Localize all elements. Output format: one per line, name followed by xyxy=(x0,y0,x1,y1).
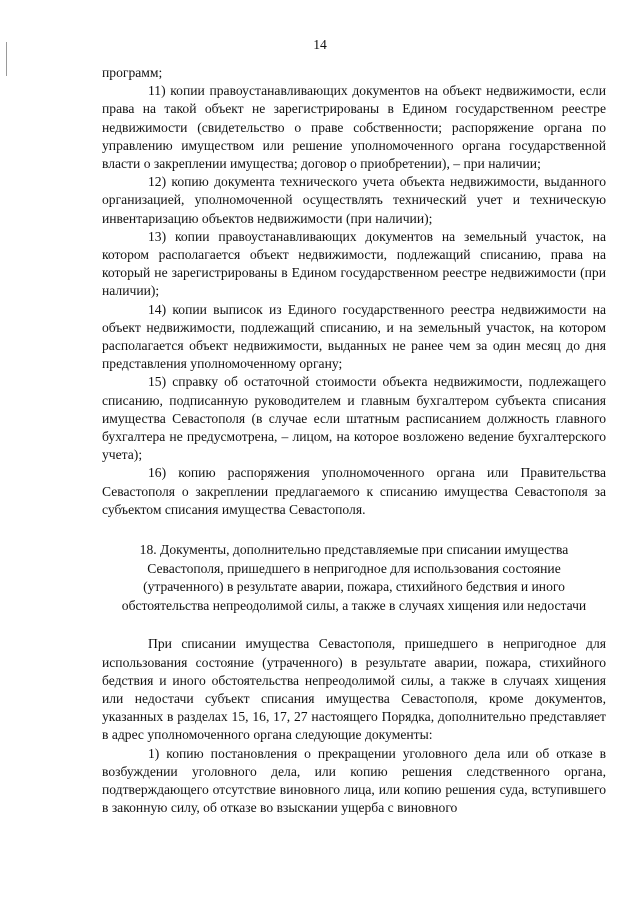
list-item-14: 14) копии выписок из Единого государственного реестра недвижимости на объект недвижимости, подлежащий списанию, и на земельный участок, на котором располагается объект недвижимости, выданных не ранее чем за один месяц до дня представления уполномоченному органу; xyxy=(102,301,606,372)
page-number: 14 xyxy=(313,37,327,52)
section-heading: 18. Документы, дополнительно представляемые при списании имущества Севастополя, пришедшего в непригодное для использования состояние (утраченного) в результате аварии, пожара, стихийного бедствия и иного обстоятельства непреодолимой силы, а также в случаях хищения или недостачи xyxy=(121,542,587,613)
list-item-16: 16) копию распоряжения уполномоченного органа или Правительства Севастополя о закреплении предлагаемого к списанию имущества Севастополя за субъектом списания имущества Севастополя. xyxy=(102,465,606,517)
list-item-11: 11) копии правоустанавливающих документов на объект недвижимости, если права на такой объект не зарегистрированы в Едином государственном реестре недвижимости (свидетельство о праве собственности; распоряжение органа по управлению имуществом или решение уполномоченного органа государственной власти о закреплении имущества; договор о приобретении), – при наличии; xyxy=(102,83,606,172)
body-paragraph: При списании имущества Севастополя, пришедшего в непригодное для использования состояние (утраченного) в результате аварии, пожара, стихийного бедствия и иного обстоятельства непреодолимой силы, а также в случаях хищения или недостачи субъект списания имущества Севастополя, кроме документов, указанных в разделах 15, 16, 17, 27 настоящего Порядка, дополнительно представляет в адрес уполномоченного органа следующие документы: xyxy=(102,636,606,743)
list-item-12: 12) копию документа технического учета объекта недвижимости, выданного организацией, уполномоченной осуществлять технический учет и техническую инвентаризацию объектов недвижимости (при наличии); xyxy=(102,174,606,226)
list-item-1: 1) копию постановления о прекращении уголовного дела или об отказе в возбуждении уголовного дела, или копию решения следственного органа, подтверждающего отсутствие виновного лица, или копию решения суда, вступившего в законную силу, об отказе во взыскании ущерба с виновного xyxy=(102,745,606,816)
list-item-13: 13) копии правоустанавливающих документов на земельный участок, на котором располагается объект недвижимости, подлежащий списанию, права на который не зарегистрированы в Едином государственном реестре недвижимости (при наличии); xyxy=(102,228,606,299)
list-item-continuation: программ; xyxy=(102,65,163,80)
document-body xyxy=(102,64,606,817)
list-item-15: 15) справку об остаточной стоимости объекта недвижимости, подлежащего списанию, подписанную руководителем и главным бухгалтером субъекта списания имущества Севастополя (в случае если штатным расписанием должность главного бухгалтера не предусмотрена, – лицом, на которое возложено ведение бухгалтерского учета); xyxy=(102,374,606,463)
